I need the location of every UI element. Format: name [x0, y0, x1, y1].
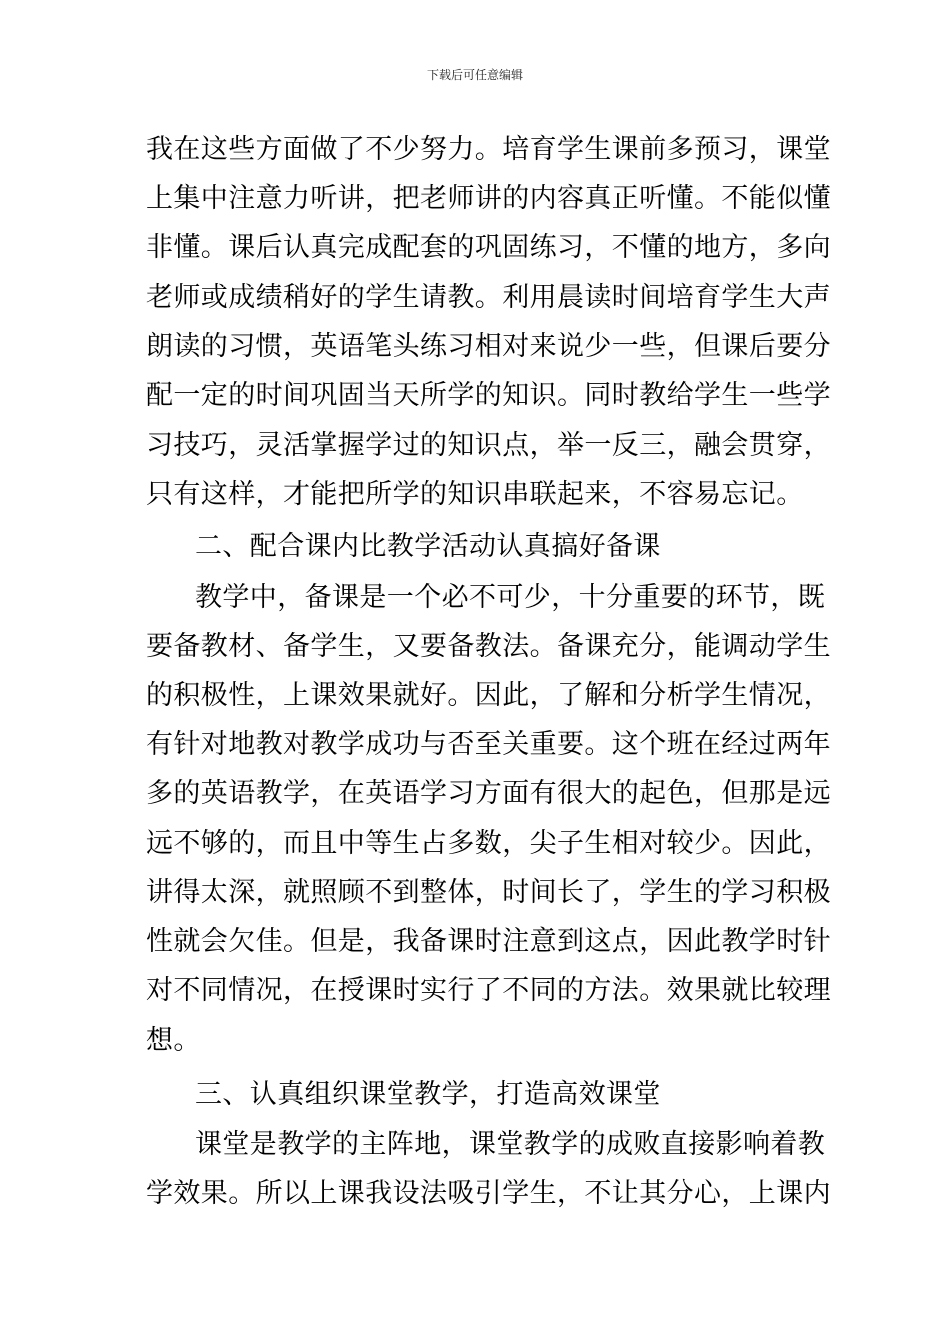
- text-line: 朗读的习惯，英语笔头练习相对来说少一些，但课后要分: [146, 331, 831, 362]
- text-line: 对不同情况，在授课时实行了不同的方法。效果就比较理: [146, 975, 831, 1006]
- section-heading: 三、认真组织课堂教学，打造高效课堂: [195, 1079, 661, 1110]
- text-line: 的积极性，上课效果就好。因此，了解和分析学生情况，: [146, 680, 831, 711]
- text-line: 想。: [146, 1025, 201, 1056]
- text-line: 多的英语教学，在英语学习方面有很大的起色，但那是远: [146, 778, 831, 809]
- text-line: 只有这样，才能把所学的知识串联起来，不容易忘记。: [146, 479, 804, 510]
- text-line: 配一定的时间巩固当天所学的知识。同时教给学生一些学: [146, 380, 831, 411]
- text-line: 性就会欠佳。但是，我备课时注意到这点，因此教学时针: [146, 926, 831, 957]
- text-line: 课堂是教学的主阵地，课堂教学的成败直接影响着教: [195, 1129, 826, 1160]
- section-heading: 二、配合课内比教学活动认真搞好备课: [195, 531, 661, 562]
- text-line: 讲得太深，就照顾不到整体，时间长了，学生的学习积极: [146, 877, 831, 908]
- text-line: 非懂。课后认真完成配套的巩固练习，不懂的地方，多向: [146, 232, 831, 263]
- text-line: 上集中注意力听讲，把老师讲的内容真正听懂。不能似懂: [146, 183, 831, 214]
- text-line: 老师或成绩稍好的学生请教。利用晨读时间培育学生大声: [146, 282, 831, 313]
- text-line: 远不够的，而且中等生占多数，尖子生相对较少。因此，: [146, 828, 831, 859]
- text-line: 有针对地教对教学成功与否至关重要。这个班在经过两年: [146, 729, 831, 760]
- text-line: 教学中，备课是一个必不可少，十分重要的环节，既: [195, 582, 826, 613]
- text-line: 学效果。所以上课我设法吸引学生，不让其分心，上课内: [146, 1178, 831, 1209]
- text-line: 要备教材、备学生，又要备教法。备课充分，能调动学生: [146, 631, 831, 662]
- text-line: 我在这些方面做了不少努力。培育学生课前多预习，课堂: [146, 134, 831, 165]
- page-header: 下载后可任意编辑: [426, 68, 523, 82]
- text-line: 习技巧，灵活掌握学过的知识点，举一反三，融会贯穿，: [146, 430, 831, 461]
